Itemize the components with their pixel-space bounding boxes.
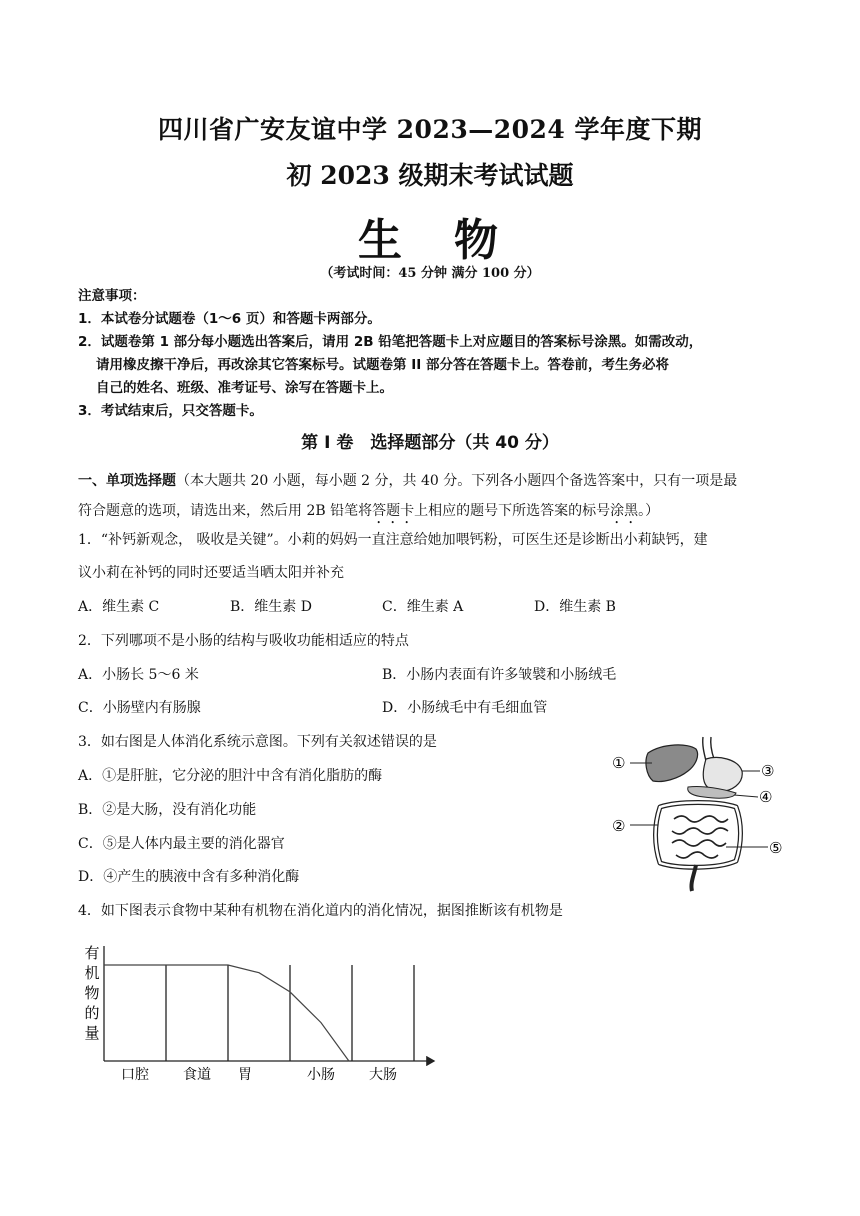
small-intestine-shape (672, 816, 728, 858)
diagram-label: ② (612, 817, 626, 835)
diagram-label: ⑤ (769, 839, 783, 857)
diagram-label: ③ (761, 762, 775, 780)
question-1-stem-cont: 议小莉在补钙的同时还要适当晒太阳并补充 (78, 565, 344, 581)
instructions-text: 上相应的题号下所选答案的标号 (414, 503, 611, 519)
note-item: 2．试题卷第 1 部分每小题选出答案后，请用 2B 铅笔把答题卡上对应题目的答案标号涂黑。如需改动， (78, 334, 703, 350)
question-4-stem: 4．如下图表示食物中某种有机物在消化道内的消化情况，据图推断该有机物是 (78, 903, 563, 919)
question-1-option-b: B．维生素 D (230, 599, 312, 615)
question-3-option-d: D．④产生的胰液中含有多种消化酶 (78, 869, 300, 885)
section-instructions-line2 (78, 500, 659, 527)
x-tick-label: 胃 (238, 1067, 252, 1083)
question-1-option-c: C．维生素 A (382, 599, 464, 615)
x-tick-label: 小肠 (307, 1067, 335, 1083)
liver-shape (646, 745, 698, 782)
notes-heading: 注意事项： (78, 288, 146, 304)
question-2-option-d: D．小肠绒毛中有毛细血管 (382, 700, 548, 716)
section-instructions-line1 (78, 470, 737, 490)
instructions-bold: 一、单项选择题 (78, 473, 176, 489)
instructions-text: （本大题共 20 小题，每小题 2 分，共 40 分。下列各小题四个备选答案中，只有一项是最 (176, 473, 738, 489)
note-item: 1．本试卷分试题卷（1～6 页）和答题卡两部分。 (78, 311, 381, 327)
exam-title-line1: 四川省广安友谊中学 2023—2024 学年度下期 (157, 115, 703, 144)
note-item: 3．考试结束后，只交答题卡。 (78, 403, 263, 419)
digestive-system-diagram (608, 735, 798, 895)
question-3-option-b: B．②是大肠，没有消化功能 (78, 802, 257, 818)
question-3-option-a: A．①是肝脏，它分泌的胆汁中含有消化脂肪的酶 (78, 768, 383, 784)
diagram-label: ① (612, 754, 626, 772)
emphasis-answer-card: 答题卡 (372, 503, 415, 519)
question-2-option-a: A．小肠长 5～6 米 (78, 667, 199, 683)
stomach-shape (703, 758, 742, 792)
question-1-stem: 1．“补钙新观念， 吸收是关键”。小莉的妈妈一直注意给她加喂钙粉，可医生还是诊断出小莉缺钙，建 (78, 532, 708, 548)
organic-matter-line (104, 965, 349, 1061)
instructions-text: 符合题意的选项，请选出来，然后用 2B 铅笔将 (78, 503, 373, 519)
y-axis-label-char: 量 (84, 1024, 100, 1042)
x-tick-label: 食道 (183, 1067, 211, 1083)
y-axis-label-char: 有 (84, 944, 100, 962)
question-2-option-b: B．小肠内表面有许多皱襞和小肠绒毛 (382, 667, 617, 683)
question-1-option-a: A．维生素 C (78, 599, 160, 615)
x-tick-label: 大肠 (369, 1067, 397, 1083)
subject-title: 生 物 (358, 215, 502, 266)
question-2-option-c: C．小肠壁内有肠腺 (78, 700, 201, 716)
emphasis-blacken: 涂黑 (610, 503, 639, 519)
exam-title-line2: 初 2023 级期末考试试题 (286, 161, 574, 190)
instructions-text: 。） (638, 503, 660, 519)
large-intestine-shape (656, 803, 741, 868)
y-axis-label-char: 机 (84, 964, 100, 982)
y-axis-label-char: 的 (84, 1004, 100, 1022)
question-3-option-c: C．⑤是人体内最主要的消化器官 (78, 836, 285, 852)
question-3-stem: 3．如右图是人体消化系统示意图。下列有关叙述错误的是 (78, 734, 437, 750)
x-tick-label: 口腔 (121, 1067, 149, 1083)
note-item: 请用橡皮擦干净后，再改涂其它答案标号。试题卷第 II 部分答在答题卡上。答卷前，考生务必将 (96, 357, 669, 373)
section-title: 第 I 卷 选择题部分（共 40 分） (301, 433, 559, 453)
question-2-stem: 2．下列哪项不是小肠的结构与吸收功能相适应的特点 (78, 633, 409, 649)
note-item: 自己的姓名、班级、准考证号、涂写在答题卡上。 (96, 380, 393, 396)
question-1-option-d: D．维生素 B (534, 599, 616, 615)
y-axis-label-char: 物 (84, 984, 100, 1002)
diagram-label: ④ (759, 788, 773, 806)
exam-info: （考试时间：45 分钟 满分 100 分） (320, 266, 540, 281)
digestion-chart (76, 938, 446, 1086)
